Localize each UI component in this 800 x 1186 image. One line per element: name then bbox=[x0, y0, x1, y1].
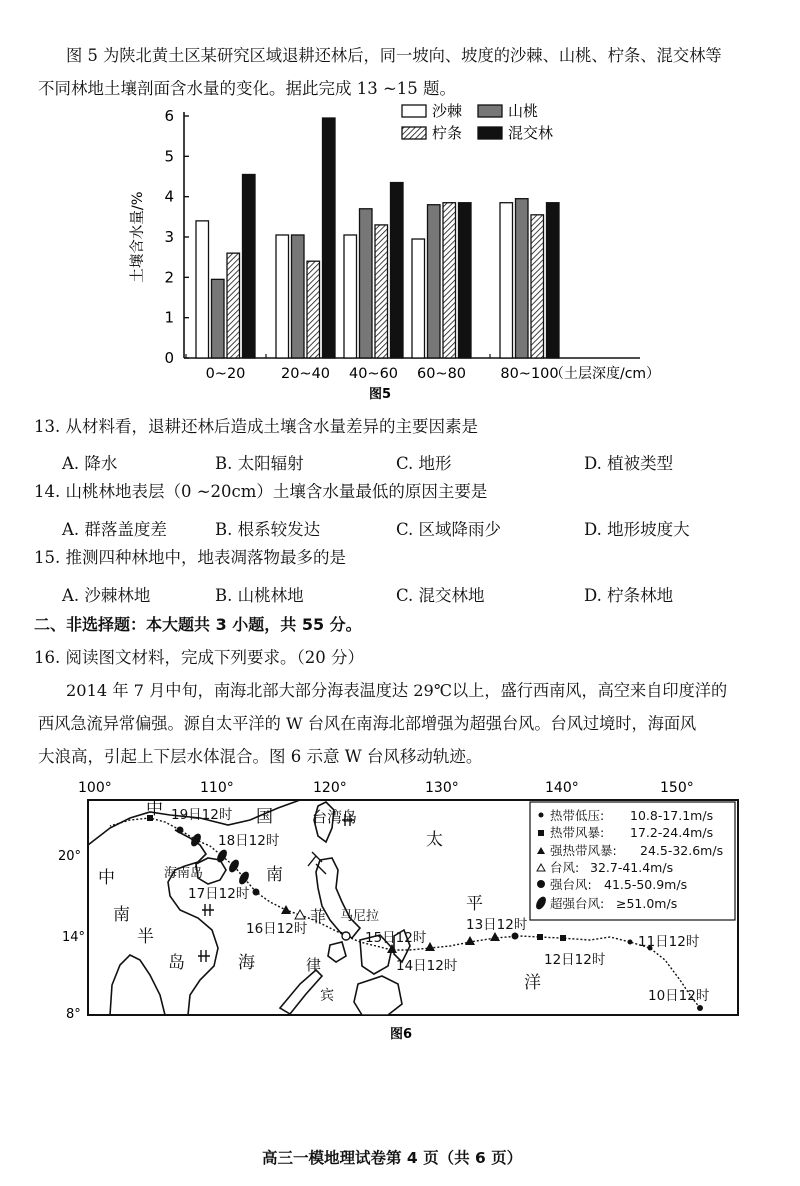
label-zhong: 中 bbox=[146, 799, 163, 819]
bar-山桃-20~40 bbox=[292, 235, 305, 358]
legend-3-name: 强热带风暴: bbox=[550, 843, 617, 858]
question-13-option-b: B. 太阳辐射 bbox=[215, 454, 304, 473]
bar-沙棘-0~20 bbox=[196, 221, 209, 358]
track-point-10d bbox=[697, 1005, 703, 1011]
label-fei: 菲 bbox=[310, 907, 327, 926]
x-tick-label: 20~40 bbox=[280, 366, 331, 382]
figure-6-typhoon-map bbox=[0, 770, 800, 1050]
bar-柠条-0~20 bbox=[227, 253, 240, 358]
lon-label-140: 140° bbox=[545, 780, 579, 796]
legend-4-name: 台风: bbox=[550, 860, 580, 875]
bar-沙棘-40~60 bbox=[344, 235, 357, 358]
label-zhongnan-2: 南 bbox=[113, 905, 130, 925]
track-point-15d bbox=[342, 932, 350, 940]
question-13-stem: 13. 从材料看，退耕还林后造成土壤含水量差异的主要因素是 bbox=[34, 417, 478, 436]
legend-swatch-沙棘 bbox=[402, 105, 426, 117]
legend-6-name: 超强台风: bbox=[550, 896, 605, 911]
bar-柠条-20~40 bbox=[307, 261, 320, 358]
legend-6-range: ≥51.0m/s bbox=[616, 896, 678, 911]
lon-label-150: 150° bbox=[660, 780, 694, 796]
label-taiwan: 台湾岛 bbox=[312, 808, 358, 826]
legend-small-dot-icon bbox=[539, 813, 544, 818]
lon-label-130: 130° bbox=[425, 780, 459, 796]
lon-label-120: 120° bbox=[313, 780, 347, 796]
x-tick-label: 60~80 bbox=[416, 366, 467, 382]
legend-label-山桃: 山桃 bbox=[508, 102, 539, 120]
question-14-option-b: B. 根系较发达 bbox=[215, 520, 321, 539]
label-ping: 平 bbox=[466, 894, 483, 914]
legend-swatch-柠条 bbox=[402, 127, 426, 139]
y-tick-label: 4 bbox=[164, 187, 174, 206]
time-12d: 12日12时 bbox=[544, 952, 606, 968]
time-15d: 15日12时 bbox=[365, 930, 427, 946]
y-tick-label: 5 bbox=[164, 147, 174, 166]
question-15-option-b: B. 山桃林地 bbox=[215, 586, 304, 605]
question-15-stem: 15. 推测四种林地中，地表凋落物最多的是 bbox=[34, 548, 346, 567]
intro-line-1: 图 5 为陕北黄土区某研究区域退耕还林后，同一坡向、坡度的沙棘、山桃、柠条、混交林等 bbox=[66, 46, 722, 65]
lat-label-20: 20° bbox=[58, 849, 82, 864]
bar-山桃-40~60 bbox=[360, 209, 373, 358]
legend-square-icon bbox=[538, 830, 544, 836]
chart-title: 图5 bbox=[368, 387, 392, 400]
figure-5-bar-chart bbox=[80, 100, 800, 400]
track-point-19d bbox=[177, 827, 184, 834]
bar-山桃-80~100 bbox=[516, 199, 529, 358]
question-13-option-c: C. 地形 bbox=[396, 454, 452, 473]
lat-label-14: 14° bbox=[62, 930, 86, 945]
legend-2-range: 17.2-24.4m/s bbox=[630, 825, 714, 840]
question-16-para-3: 大浪高，引起上下层水体混合。图 6 示意 W 台风移动轨迹。 bbox=[38, 747, 483, 766]
label-bin: 宾 bbox=[320, 988, 334, 1004]
label-guo: 国 bbox=[256, 807, 273, 827]
bar-柠条-60~80 bbox=[443, 203, 456, 358]
lon-label-110: 110° bbox=[200, 780, 234, 796]
map-legend bbox=[530, 802, 735, 920]
legend-label-混交林: 混交林 bbox=[508, 124, 554, 142]
legend-3-range: 24.5-32.6m/s bbox=[640, 843, 724, 858]
legend-1-name: 热带低压: bbox=[550, 808, 605, 823]
question-13-option-d: D. 植被类型 bbox=[584, 454, 674, 473]
label-hainan: 海南岛 bbox=[164, 866, 204, 881]
legend-5-name: 强台风: bbox=[550, 877, 592, 892]
track-point-12d bbox=[537, 934, 543, 940]
track-point-3 bbox=[512, 933, 519, 940]
track-point-2 bbox=[560, 935, 566, 941]
bar-柠条-80~100 bbox=[531, 215, 544, 358]
bar-柠条-40~60 bbox=[375, 225, 388, 358]
time-13d: 13日12时 bbox=[466, 917, 528, 933]
legend-5-range: 41.5-50.9m/s bbox=[604, 877, 688, 892]
label-zhongnan-3: 半 bbox=[137, 927, 154, 947]
legend-4-range: 32.7-41.4m/s bbox=[590, 860, 674, 875]
label-zhongnan-1: 中 bbox=[98, 868, 115, 888]
question-16-stem: 16. 阅读图文材料，完成下列要求。（20 分） bbox=[34, 648, 364, 667]
question-14-option-c: C. 区域降雨少 bbox=[396, 520, 502, 539]
x-tick-label: 40~60 bbox=[348, 366, 399, 382]
time-17d: 17日12时 bbox=[188, 886, 250, 902]
bar-沙棘-80~100 bbox=[500, 203, 513, 358]
legend-swatch-混交林 bbox=[478, 127, 502, 139]
question-15-option-d: D. 柠条林地 bbox=[584, 586, 674, 605]
lat-label-8: 8° bbox=[66, 1007, 81, 1022]
intro-line-2: 不同林地土壤剖面含水量的变化。据此完成 13 ~15 题。 bbox=[38, 79, 457, 98]
track-point-7 bbox=[253, 889, 260, 896]
y-tick-label: 0 bbox=[164, 349, 174, 367]
legend-2-name: 热带风暴: bbox=[550, 825, 605, 840]
legend-swatch-山桃 bbox=[478, 105, 502, 117]
section-2-heading: 二、非选择题：本大题共 3 小题，共 55 分。 bbox=[34, 615, 362, 634]
time-18d: 18日12时 bbox=[218, 833, 280, 849]
y-tick-label: 3 bbox=[164, 228, 174, 246]
bar-混交林-80~100 bbox=[547, 203, 560, 358]
x-tick-label: 0~20 bbox=[205, 366, 246, 382]
question-14-option-a: A. 群落盖度差 bbox=[62, 520, 167, 539]
label-tai: 太 bbox=[426, 830, 443, 850]
y-tick-label: 6 bbox=[164, 107, 174, 125]
y-tick-label: 1 bbox=[164, 308, 174, 327]
label-manila: 马尼拉 bbox=[340, 909, 380, 924]
bar-混交林-40~60 bbox=[391, 183, 404, 358]
label-nan: 南 bbox=[266, 865, 283, 885]
question-16-para-2: 西风急流异常偏强。源自太平洋的 W 台风在南海北部增强为超强台风。台风过境时，海面风 bbox=[38, 714, 697, 733]
label-zhongnan-4: 岛 bbox=[168, 953, 185, 973]
label-lv: 律 bbox=[306, 956, 322, 974]
time-10d: 10日12时 bbox=[648, 988, 710, 1004]
bar-沙棘-60~80 bbox=[412, 239, 425, 358]
legend-1-range: 10.8-17.1m/s bbox=[630, 808, 714, 823]
x-tick-label: 80~100 bbox=[500, 366, 559, 382]
lon-label-100: 100° bbox=[78, 780, 112, 796]
figure-6-caption: 图6 bbox=[390, 1027, 413, 1042]
y-axis-label: 土壤含水量/% bbox=[130, 191, 146, 283]
bar-山桃-0~20 bbox=[212, 279, 225, 358]
bar-沙棘-20~40 bbox=[276, 235, 289, 358]
legend-dot-icon bbox=[537, 880, 545, 888]
question-13-option-a: A. 降水 bbox=[62, 454, 118, 473]
time-16d: 16日12时 bbox=[246, 921, 308, 937]
time-19d: 19日12时 bbox=[171, 807, 233, 823]
question-15-option-a: A. 沙棘林地 bbox=[62, 586, 151, 605]
legend-label-沙棘: 沙棘 bbox=[432, 102, 463, 120]
label-yang: 洋 bbox=[524, 973, 541, 993]
question-16-para-1: 2014 年 7 月中旬，南海北部大部分海表温度达 29℃以上，盛行西南风，高空来自印度洋的 bbox=[66, 681, 728, 700]
bar-山桃-60~80 bbox=[428, 205, 441, 358]
track-point-1 bbox=[628, 940, 633, 945]
time-11d: 11日12时 bbox=[638, 934, 700, 950]
x-axis-label: （土层深度/cm） bbox=[550, 366, 661, 382]
y-tick-label: 2 bbox=[164, 268, 174, 287]
legend-label-柠条: 柠条 bbox=[432, 124, 463, 142]
question-14-option-d: D. 地形坡度大 bbox=[584, 520, 690, 539]
bar-混交林-0~20 bbox=[243, 174, 256, 358]
bar-混交林-60~80 bbox=[459, 203, 472, 358]
question-14-stem: 14. 山桃林地表层（0 ~20cm）土壤含水量最低的原因主要是 bbox=[34, 482, 488, 501]
label-hai: 海 bbox=[238, 953, 255, 973]
question-15-option-c: C. 混交林地 bbox=[396, 586, 485, 605]
time-14d: 14日12时 bbox=[396, 958, 458, 974]
page-footer: 高三一模地理试卷第 4 页（共 6 页） bbox=[262, 1149, 523, 1167]
bar-混交林-20~40 bbox=[323, 118, 336, 358]
